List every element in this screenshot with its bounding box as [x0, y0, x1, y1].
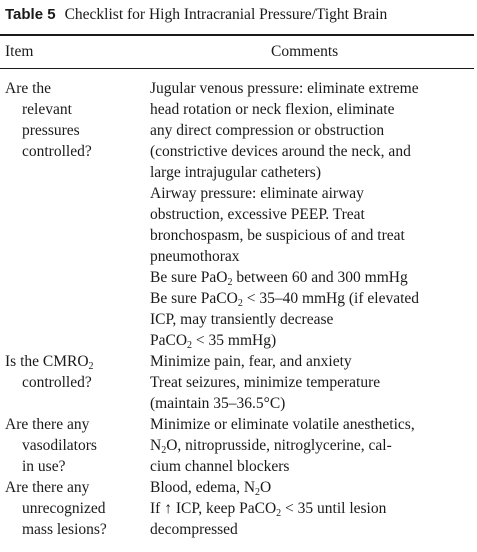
item-text-line: controlled? [22, 143, 92, 160]
item-text-line: vasodilators [22, 437, 97, 454]
comments-cell [150, 351, 470, 414]
comment-text-line: large intrajugular catheters) [150, 164, 321, 181]
item-cell [0, 477, 150, 540]
item-cell [0, 414, 150, 477]
comment-text-line: bronchospasm, be suspicious of and treat [150, 227, 405, 244]
comment-text-line: Minimize or eliminate volatile anesthetics, [150, 416, 415, 433]
comment-text-line: (maintain 35–36.5°C) [150, 395, 286, 412]
comment-text-line: Be sure PaO$_2$ between 60 and 300 mmHg [150, 269, 408, 288]
item-cell [0, 351, 150, 393]
comment-entry [150, 351, 470, 372]
comment-text-line: decompressed [150, 521, 238, 538]
comment-entry [150, 414, 470, 477]
comment-text-line: Airway pressure: eliminate airway [150, 185, 364, 202]
comment-text-line: If ↑ ICP, keep PaCO$_2$ < 35 until lesion [150, 500, 387, 519]
comment-text-line: head rotation or neck flexion, eliminate [150, 101, 395, 118]
table-caption: Checklist for High Intracranial Pressure/Tight Brain [64, 6, 388, 23]
table-row [0, 414, 477, 477]
comment-text-line: Be sure PaCO$_2$ < 35–40 mmHg (if elevated [150, 290, 420, 309]
table-row [0, 477, 477, 540]
comment-entry [150, 78, 470, 183]
comments-cell [150, 477, 470, 540]
item-text-line: relevant [22, 101, 72, 118]
comment-text-line: PaCO$_2$ < 35 mmHg) [150, 332, 277, 351]
item-text-line: Is the $CMRO_2$ [5, 353, 94, 372]
top-rule [0, 34, 474, 36]
comment-text-line: Blood, edema, $N_2O$ [150, 479, 272, 498]
comment-text-line: ICP, may transiently decrease [150, 311, 334, 328]
comments-cell [150, 414, 470, 477]
header-rule [0, 68, 474, 69]
table-row [0, 78, 477, 351]
item-text-line: Are the [5, 80, 52, 97]
item-text-line: Are there any [5, 416, 90, 433]
comment-entry [150, 267, 470, 288]
comment-text-line: Minimize pain, fear, and anxiety [150, 353, 352, 370]
item-text-line: pressures [22, 122, 80, 139]
comment-entry [150, 498, 470, 540]
table-number-label: Table 5 [5, 6, 56, 23]
comment-text-line: any direct compression or obstruction [150, 122, 385, 139]
comment-entry [150, 288, 470, 351]
table-row [0, 351, 477, 414]
comment-text-line: pneumothorax [150, 248, 240, 265]
item-text-line: Are there any [5, 479, 90, 496]
column-header-item: Item [5, 43, 34, 60]
comment-text-line: Jugular venous pressure: eliminate extreme [150, 80, 419, 97]
comment-text-line: obstruction, excessive PEEP. Treat [150, 206, 365, 223]
comment-text-line: Treat seizures, minimize temperature [150, 374, 381, 391]
table-body [0, 78, 477, 540]
comments-cell [150, 78, 470, 351]
item-text-line: mass lesions? [22, 521, 107, 538]
comment-entry [150, 372, 470, 414]
comment-text-line: cium channel blockers [150, 458, 290, 475]
item-cell [0, 78, 150, 162]
table-title [5, 4, 387, 26]
column-header-comments: Comments [271, 43, 339, 60]
item-text-line: in use? [22, 458, 66, 475]
comment-text-line: (constrictive devices around the neck, and [150, 143, 411, 160]
item-text-line: controlled? [22, 374, 92, 391]
comment-text-line: $N_2O$, nitroprusside, nitroglycerine, cal- [150, 437, 392, 456]
comment-entry [150, 477, 470, 498]
item-text-line: unrecognized [22, 500, 106, 517]
comment-entry [150, 183, 470, 267]
